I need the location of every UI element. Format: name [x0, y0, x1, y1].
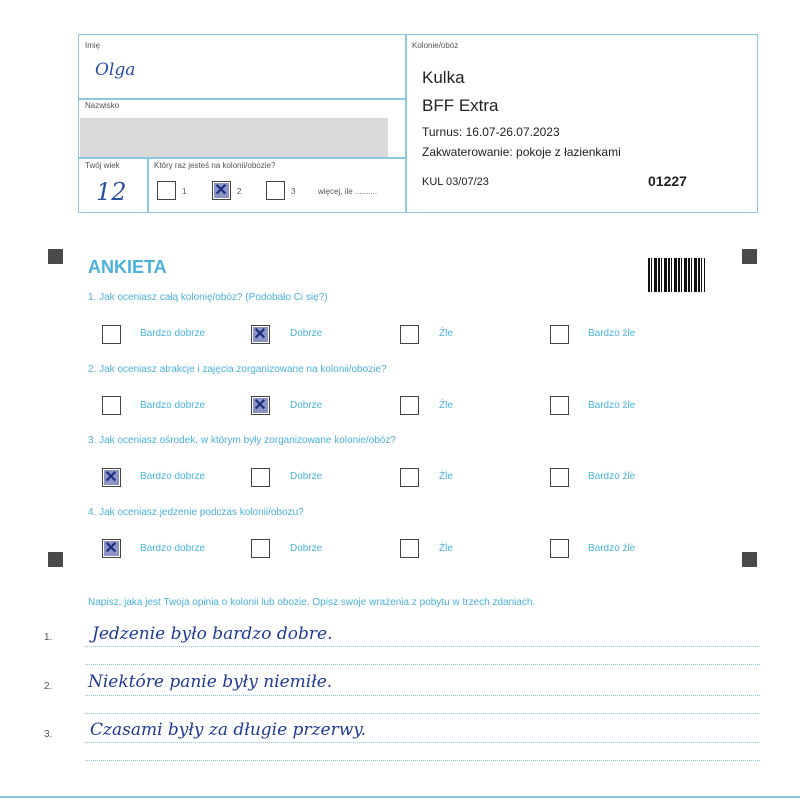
- ktory-raz-option-1: 1: [182, 187, 187, 196]
- wiecej-label: więcej, ile ..........: [318, 187, 378, 196]
- q4-bardzo-dobrze-checkbox[interactable]: [102, 539, 121, 558]
- q2-dobrze-checkbox[interactable]: [251, 396, 270, 415]
- opinion-sentence-1[interactable]: Jedzenie było bardzo dobre.: [92, 624, 333, 644]
- q1-option-label: Dobrze: [290, 328, 323, 339]
- page-bottom-edge: [0, 796, 800, 798]
- ankieta-title: ANKIETA: [88, 257, 167, 277]
- form-number: 01227: [648, 173, 687, 189]
- registration-marker: [48, 552, 63, 567]
- q1-bardzo-dobrze-checkbox[interactable]: [102, 325, 121, 344]
- q3-zle-checkbox[interactable]: [400, 468, 419, 487]
- writing-line: [85, 713, 760, 714]
- q2-option-label: Bardzo źle: [588, 400, 636, 411]
- q2-option-label: Źle: [439, 400, 453, 411]
- q1-dobrze-checkbox[interactable]: [251, 325, 270, 344]
- q4-dobrze-checkbox[interactable]: [251, 539, 270, 558]
- q3-option-label: Dobrze: [290, 471, 323, 482]
- writing-line: [85, 695, 760, 696]
- q4-bardzo-zle-checkbox[interactable]: [550, 539, 569, 558]
- registration-marker: [742, 249, 757, 264]
- q1-zle-checkbox[interactable]: [400, 325, 419, 344]
- writing-line: [85, 664, 760, 665]
- registration-marker: [742, 552, 757, 567]
- writing-line: [85, 760, 760, 761]
- kolonia-subtitle: BFF Extra: [422, 96, 499, 115]
- imie-label: Imię: [85, 41, 101, 50]
- q3-bardzo-dobrze-checkbox[interactable]: [102, 468, 121, 487]
- kolonie-label: Kolonie/obóz: [412, 41, 459, 50]
- q3-option-label: Bardzo dobrze: [140, 471, 206, 482]
- question-3: 3. Jak oceniasz ośrodek, w którym były zorganizowane kolonie/obóz?: [88, 435, 396, 446]
- writing-line: [85, 646, 760, 647]
- q1-bardzo-zle-checkbox[interactable]: [550, 325, 569, 344]
- nazwisko-label: Nazwisko: [85, 101, 120, 110]
- writing-line: [85, 742, 760, 743]
- q2-zle-checkbox[interactable]: [400, 396, 419, 415]
- q1-option-label: Bardzo źle: [588, 328, 636, 339]
- ktory-raz-checkbox-1[interactable]: [157, 181, 176, 200]
- ktory-raz-checkbox-3[interactable]: [266, 181, 285, 200]
- registration-marker: [48, 249, 63, 264]
- q3-bardzo-zle-checkbox[interactable]: [550, 468, 569, 487]
- q4-option-label: Bardzo dobrze: [140, 543, 206, 554]
- turnus: Turnus: 16.07-26.07.2023: [422, 125, 560, 139]
- header-divider: [79, 98, 405, 100]
- q2-option-label: Bardzo dobrze: [140, 400, 206, 411]
- q4-zle-checkbox[interactable]: [400, 539, 419, 558]
- header-divider: [147, 157, 149, 213]
- q4-option-label: Bardzo źle: [588, 543, 636, 554]
- opinion-prompt: Napisz, jaka jest Twoja opinia o kolonii lub obozie. Opisz swoje wrażenia z pobytu w trzech zdaniach.: [88, 597, 536, 608]
- wiek-label: Twój wiek: [85, 161, 120, 170]
- question-1: 1. Jak oceniasz całą kolonię/obóz? (Podobało Ci się?): [88, 292, 328, 303]
- q3-option-label: Źle: [439, 471, 453, 482]
- q3-option-label: Bardzo źle: [588, 471, 636, 482]
- ktory-raz-label: Który raz jesteś na kolonii/obozie?: [154, 161, 276, 170]
- ktory-raz-option-3: 3: [291, 187, 296, 196]
- q3-dobrze-checkbox[interactable]: [251, 468, 270, 487]
- ktory-raz-option-2: 2: [237, 187, 242, 196]
- q1-option-label: Źle: [439, 328, 453, 339]
- q4-option-label: Dobrze: [290, 543, 323, 554]
- kolonia-code: KUL 03/07/23: [422, 176, 489, 188]
- q2-bardzo-zle-checkbox[interactable]: [550, 396, 569, 415]
- ktory-raz-checkbox-2[interactable]: [212, 181, 231, 200]
- q2-bardzo-dobrze-checkbox[interactable]: [102, 396, 121, 415]
- q4-option-label: Źle: [439, 543, 453, 554]
- line-number: 1.: [44, 632, 53, 643]
- nazwisko-redacted: [80, 118, 388, 157]
- question-2: 2. Jak oceniasz atrakcje i zajęcia zorganizowane na kolonii/obozie?: [88, 364, 387, 375]
- barcode: [648, 258, 705, 292]
- q1-option-label: Bardzo dobrze: [140, 328, 206, 339]
- question-4: 4. Jak oceniasz jedzenie podczas kolonii/obozu?: [88, 507, 304, 518]
- q2-option-label: Dobrze: [290, 400, 323, 411]
- opinion-sentence-3[interactable]: Czasami były za długie przerwy.: [90, 720, 367, 740]
- zakwaterowanie: Zakwaterowanie: pokoje z łazienkami: [422, 145, 621, 159]
- line-number: 3.: [44, 729, 53, 740]
- imie-value[interactable]: Olga: [95, 60, 136, 80]
- wiek-value[interactable]: 12: [96, 178, 127, 206]
- header-divider-vertical: [405, 35, 407, 212]
- line-number: 2.: [44, 681, 53, 692]
- opinion-sentence-2[interactable]: Niektóre panie były niemiłe.: [88, 672, 333, 692]
- kolonia-name: Kulka: [422, 68, 465, 87]
- header-divider: [79, 157, 405, 159]
